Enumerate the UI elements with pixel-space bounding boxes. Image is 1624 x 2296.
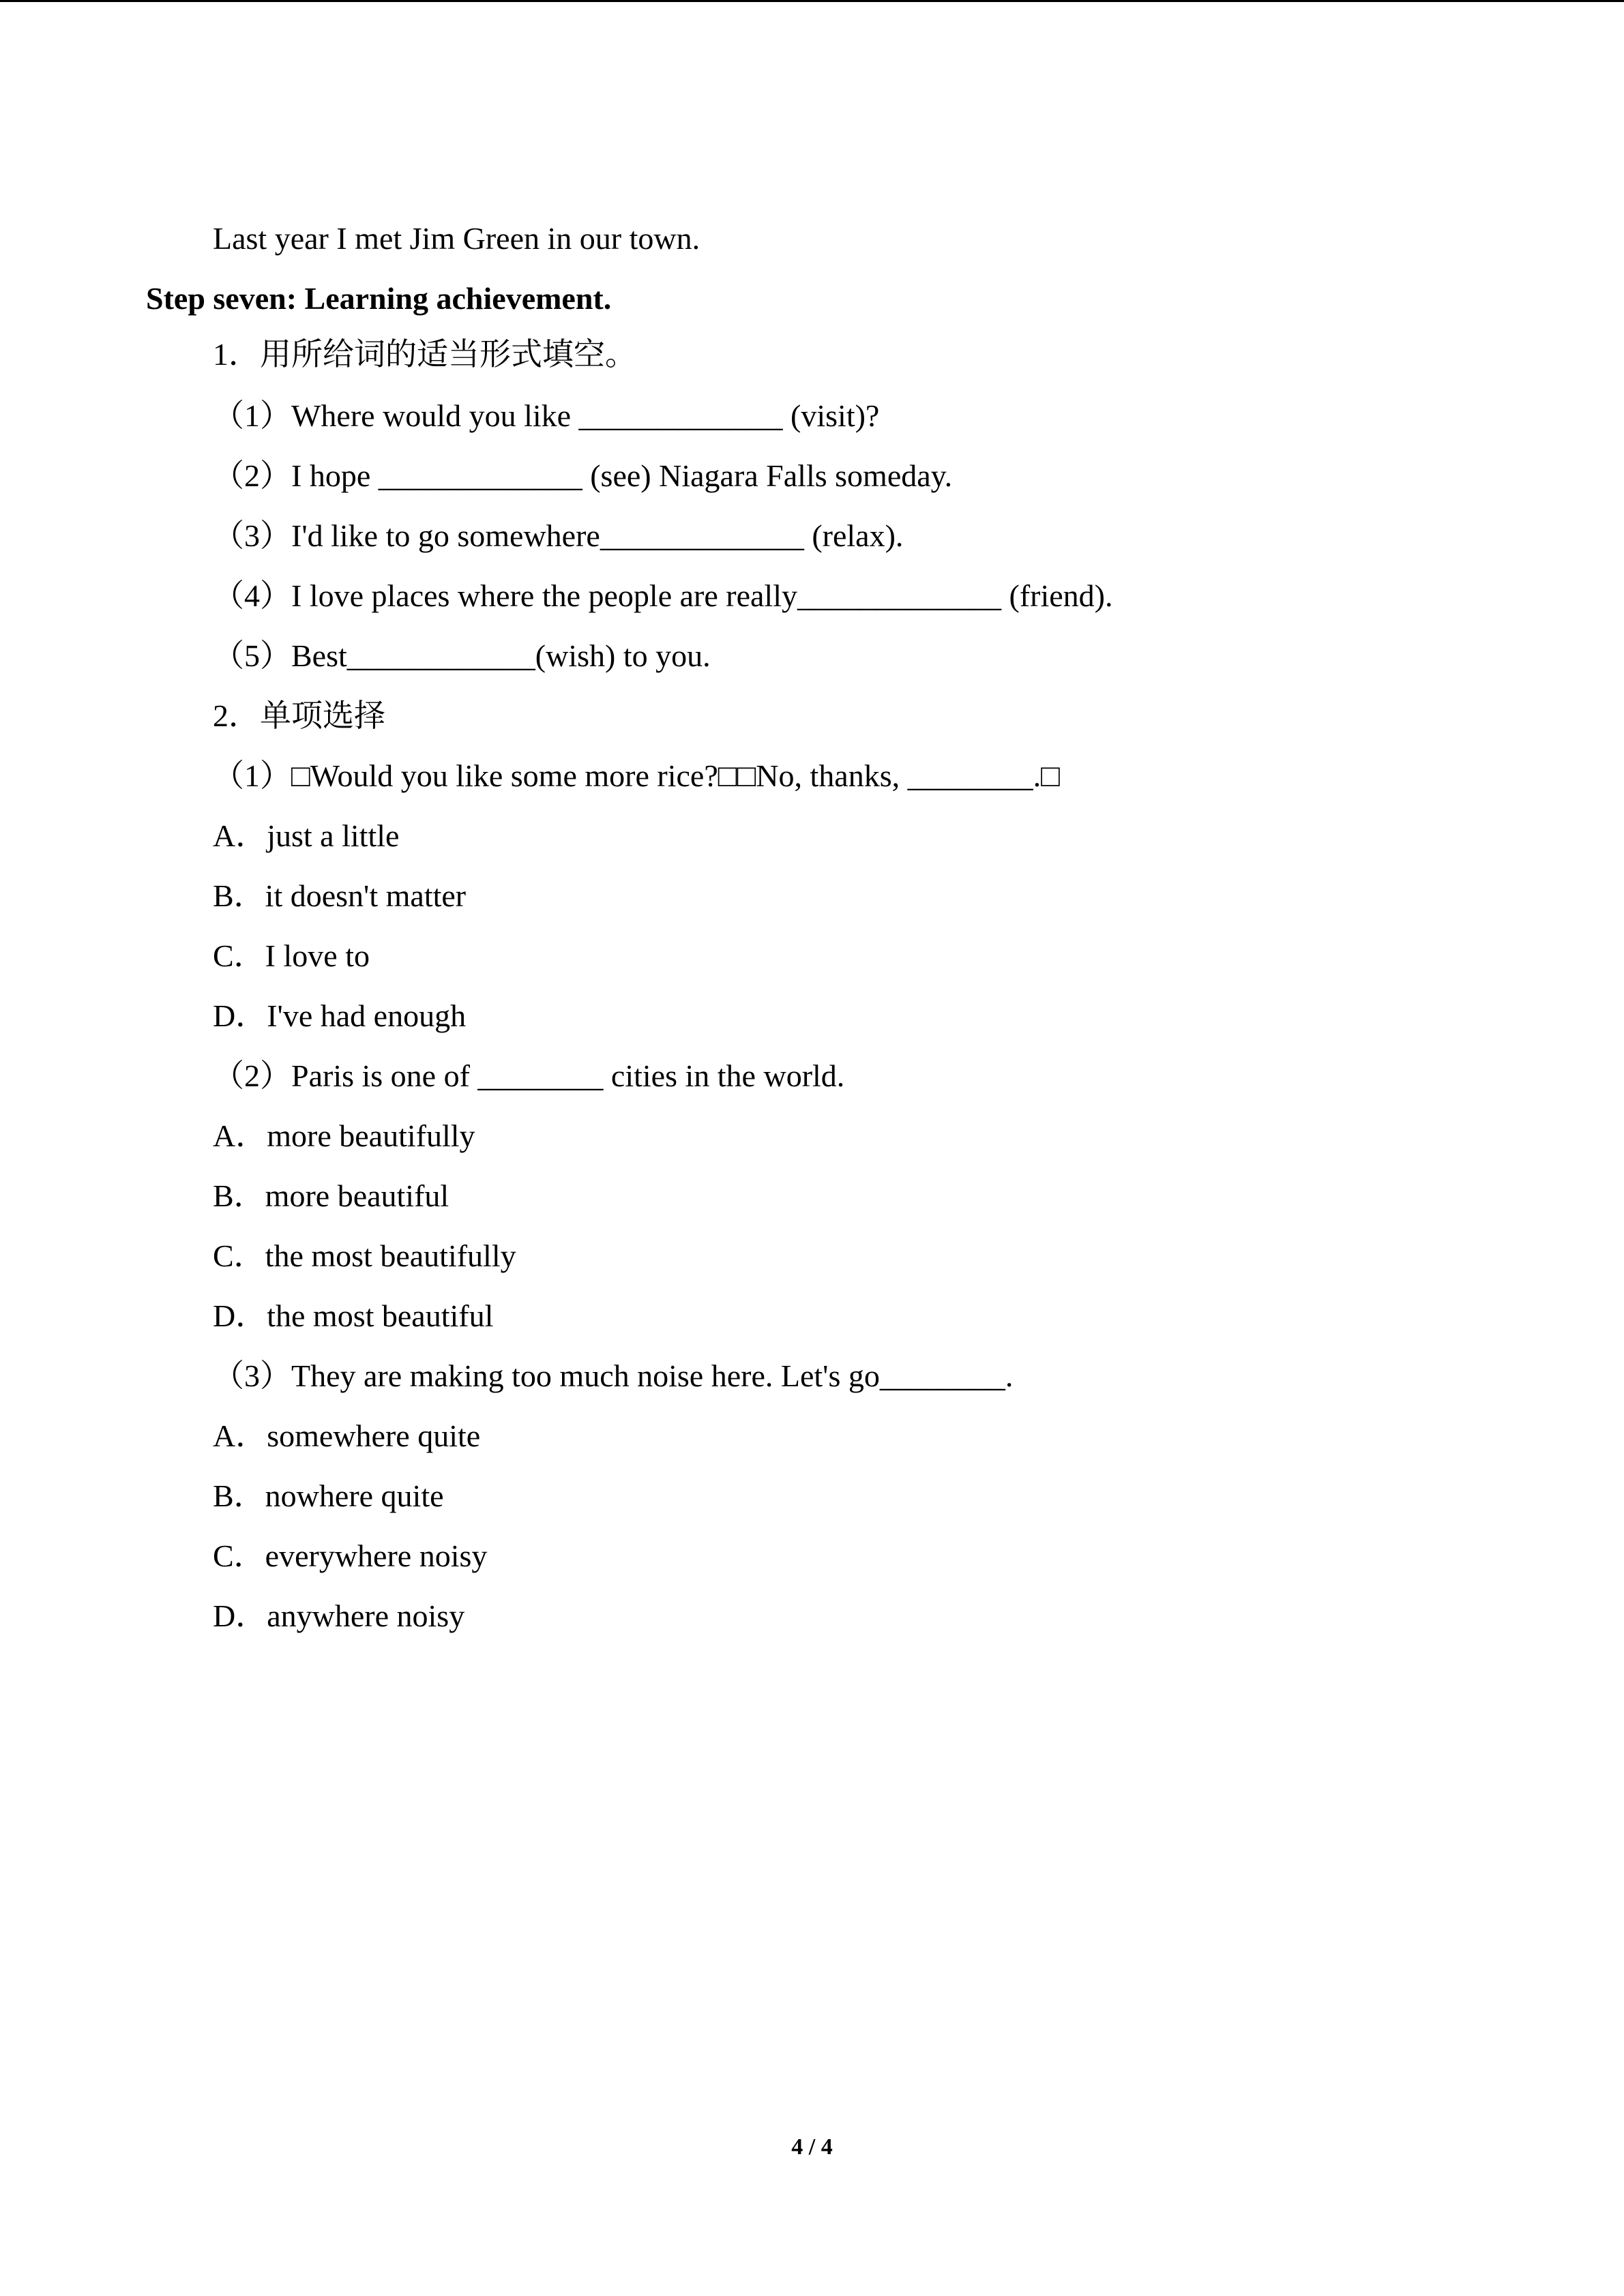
question-2-option-d: D．the most beautiful — [213, 1298, 494, 1333]
fill-in-item-5: （5）Best____________(wish) to you. — [213, 638, 711, 673]
fill-in-item-3: （3）I'd like to go somewhere_____________ (relax). — [213, 518, 904, 553]
question-1-option-d: D．I've had enough — [213, 998, 467, 1033]
question-3-stem: （3）They are making too much noise here. Let's go________. — [213, 1358, 1014, 1393]
page-number-footer: 4 / 4 — [791, 2134, 833, 2160]
section-1-title: 1．用所给词的适当形式填空。 — [213, 337, 636, 372]
question-1-option-b: B．it doesn't matter — [213, 878, 467, 913]
question-1-stem: （1）□Would you like some more rice?□□No, thanks, ________.□ — [213, 758, 1060, 793]
question-3-option-b: B．nowhere quite — [213, 1478, 444, 1513]
question-2-option-c: C．the most beautifully — [213, 1238, 516, 1273]
question-1-option-c: C．I love to — [213, 938, 370, 973]
question-2-option-a: A．more beautifully — [213, 1118, 475, 1153]
question-3-option-a: A．somewhere quite — [213, 1418, 481, 1453]
step-heading: Step seven: Learning achievement. — [146, 281, 612, 316]
intro-line: Last year I met Jim Green in our town. — [213, 221, 700, 256]
fill-in-item-2: （2）I hope _____________ (see) Niagara Falls someday. — [213, 458, 953, 493]
fill-in-item-4: （4）I love places where the people are really_____________ (friend). — [213, 578, 1113, 613]
question-1-option-a: A．just a little — [213, 818, 400, 853]
question-2-stem: （2）Paris is one of ________ cities in the world. — [213, 1058, 845, 1093]
question-3-option-d: D．anywhere noisy — [213, 1598, 465, 1633]
question-3-option-c: C．everywhere noisy — [213, 1538, 488, 1573]
question-2-option-b: B．more beautiful — [213, 1178, 449, 1213]
fill-in-item-1: （1）Where would you like _____________ (visit)? — [213, 398, 880, 433]
section-2-title: 2．单项选择 — [213, 698, 385, 733]
